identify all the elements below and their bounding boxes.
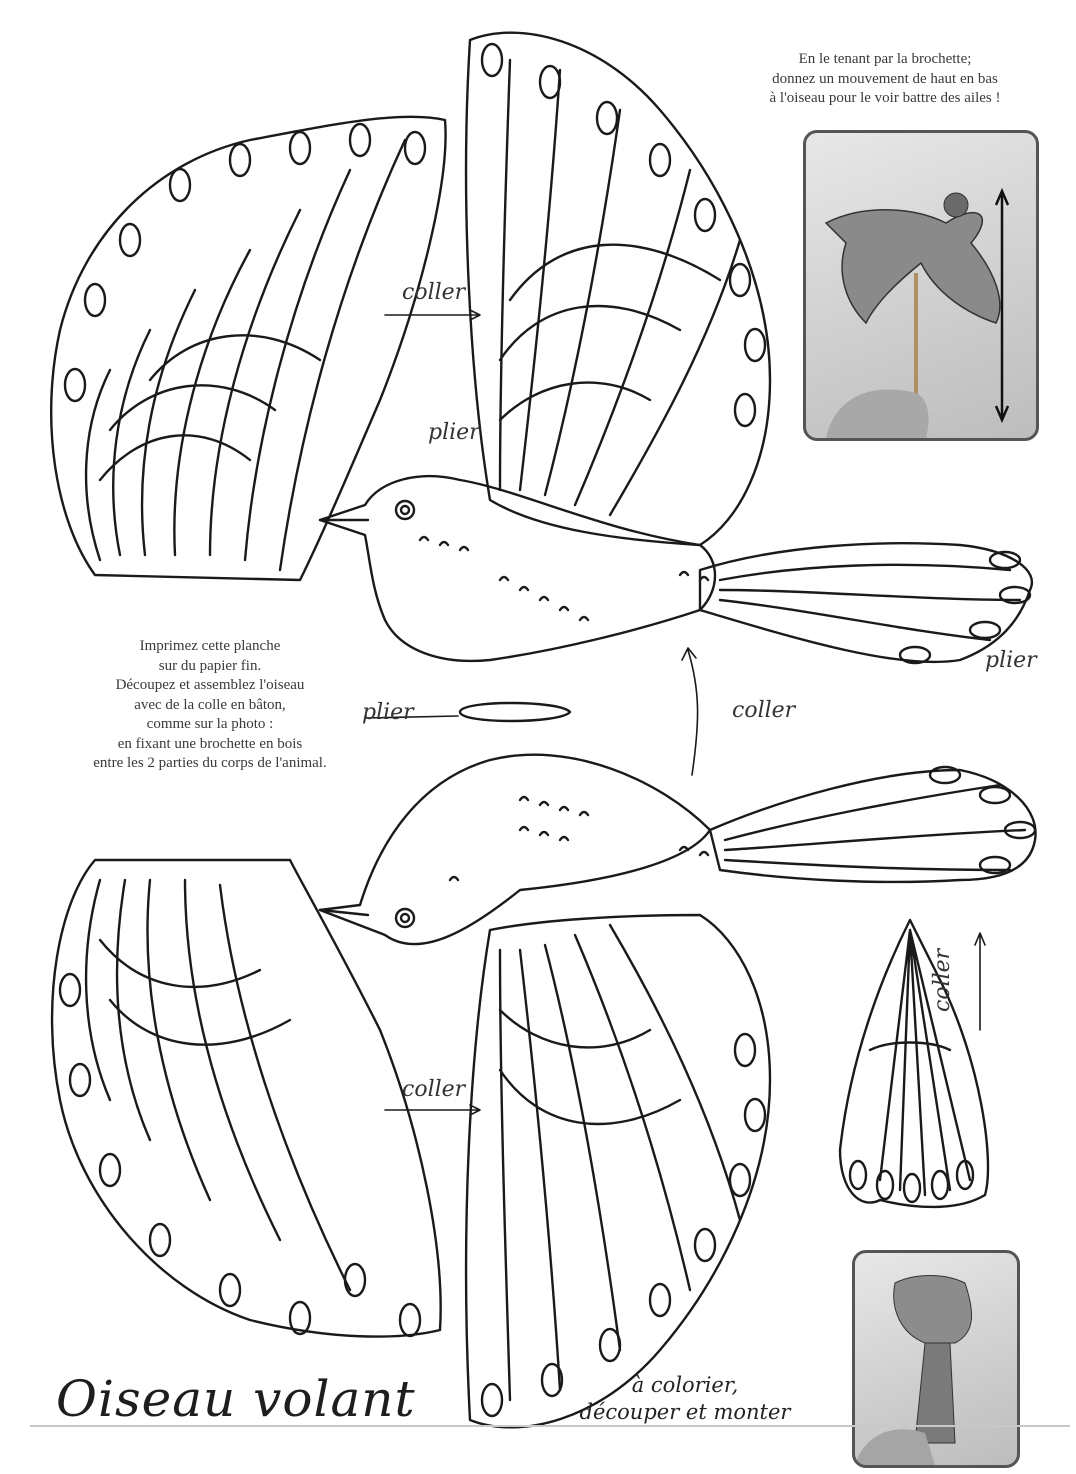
- instruction-line: Imprimez cette planche: [139, 638, 281, 654]
- instruction-line: sur du papier fin.: [158, 657, 262, 674]
- label-plier-tail: plier: [985, 648, 1037, 673]
- instruction-line: à l'oiseau pour le voir battre des ailes !: [769, 90, 1001, 106]
- fold-tab: [460, 703, 570, 721]
- instruction-line: avec de la colle en bâton,: [134, 696, 286, 713]
- instructions-left: [50, 637, 370, 774]
- instruction-line: donnez un mouvement de haut en bas: [772, 70, 998, 87]
- lower-right-wing: [466, 915, 770, 1427]
- subtitle: [560, 1372, 810, 1426]
- lower-left-wing: [52, 860, 441, 1337]
- label-coller-vertical: coller: [930, 948, 955, 1012]
- lower-tail: [710, 767, 1036, 882]
- instruction-line: En le tenant par la brochette;: [798, 51, 972, 67]
- photo-assembled-bird: [852, 1250, 1020, 1468]
- photo-bird-flapping: [803, 130, 1039, 441]
- label-coller-middle: coller: [732, 698, 796, 723]
- upper-left-wing: [51, 117, 445, 580]
- label-plier-middle: plier: [362, 700, 414, 725]
- upper-body: [320, 476, 715, 661]
- instruction-line: Découpez et assemblez l'oiseau: [115, 677, 305, 693]
- photo-content: [855, 1253, 1017, 1465]
- photo-content: [806, 133, 1036, 438]
- instruction-line: entre les 2 parties du corps de l'animal.: [93, 755, 327, 771]
- label-coller-top: coller: [402, 280, 466, 305]
- instruction-line: en fixant une brochette en bois: [117, 735, 303, 752]
- instruction-line: comme sur la photo :: [146, 716, 274, 732]
- upper-tail: [700, 543, 1032, 663]
- instructions-top: [720, 50, 1050, 109]
- upper-right-wing: [466, 33, 770, 545]
- label-plier-top: plier: [428, 420, 480, 445]
- small-tail-piece: [840, 920, 988, 1207]
- subtitle-line: à colorier,: [631, 1373, 739, 1397]
- subtitle-line: découper et monter: [579, 1400, 791, 1424]
- label-coller-bottom: coller: [402, 1077, 466, 1102]
- page-title: Oiseau volant: [56, 1370, 416, 1428]
